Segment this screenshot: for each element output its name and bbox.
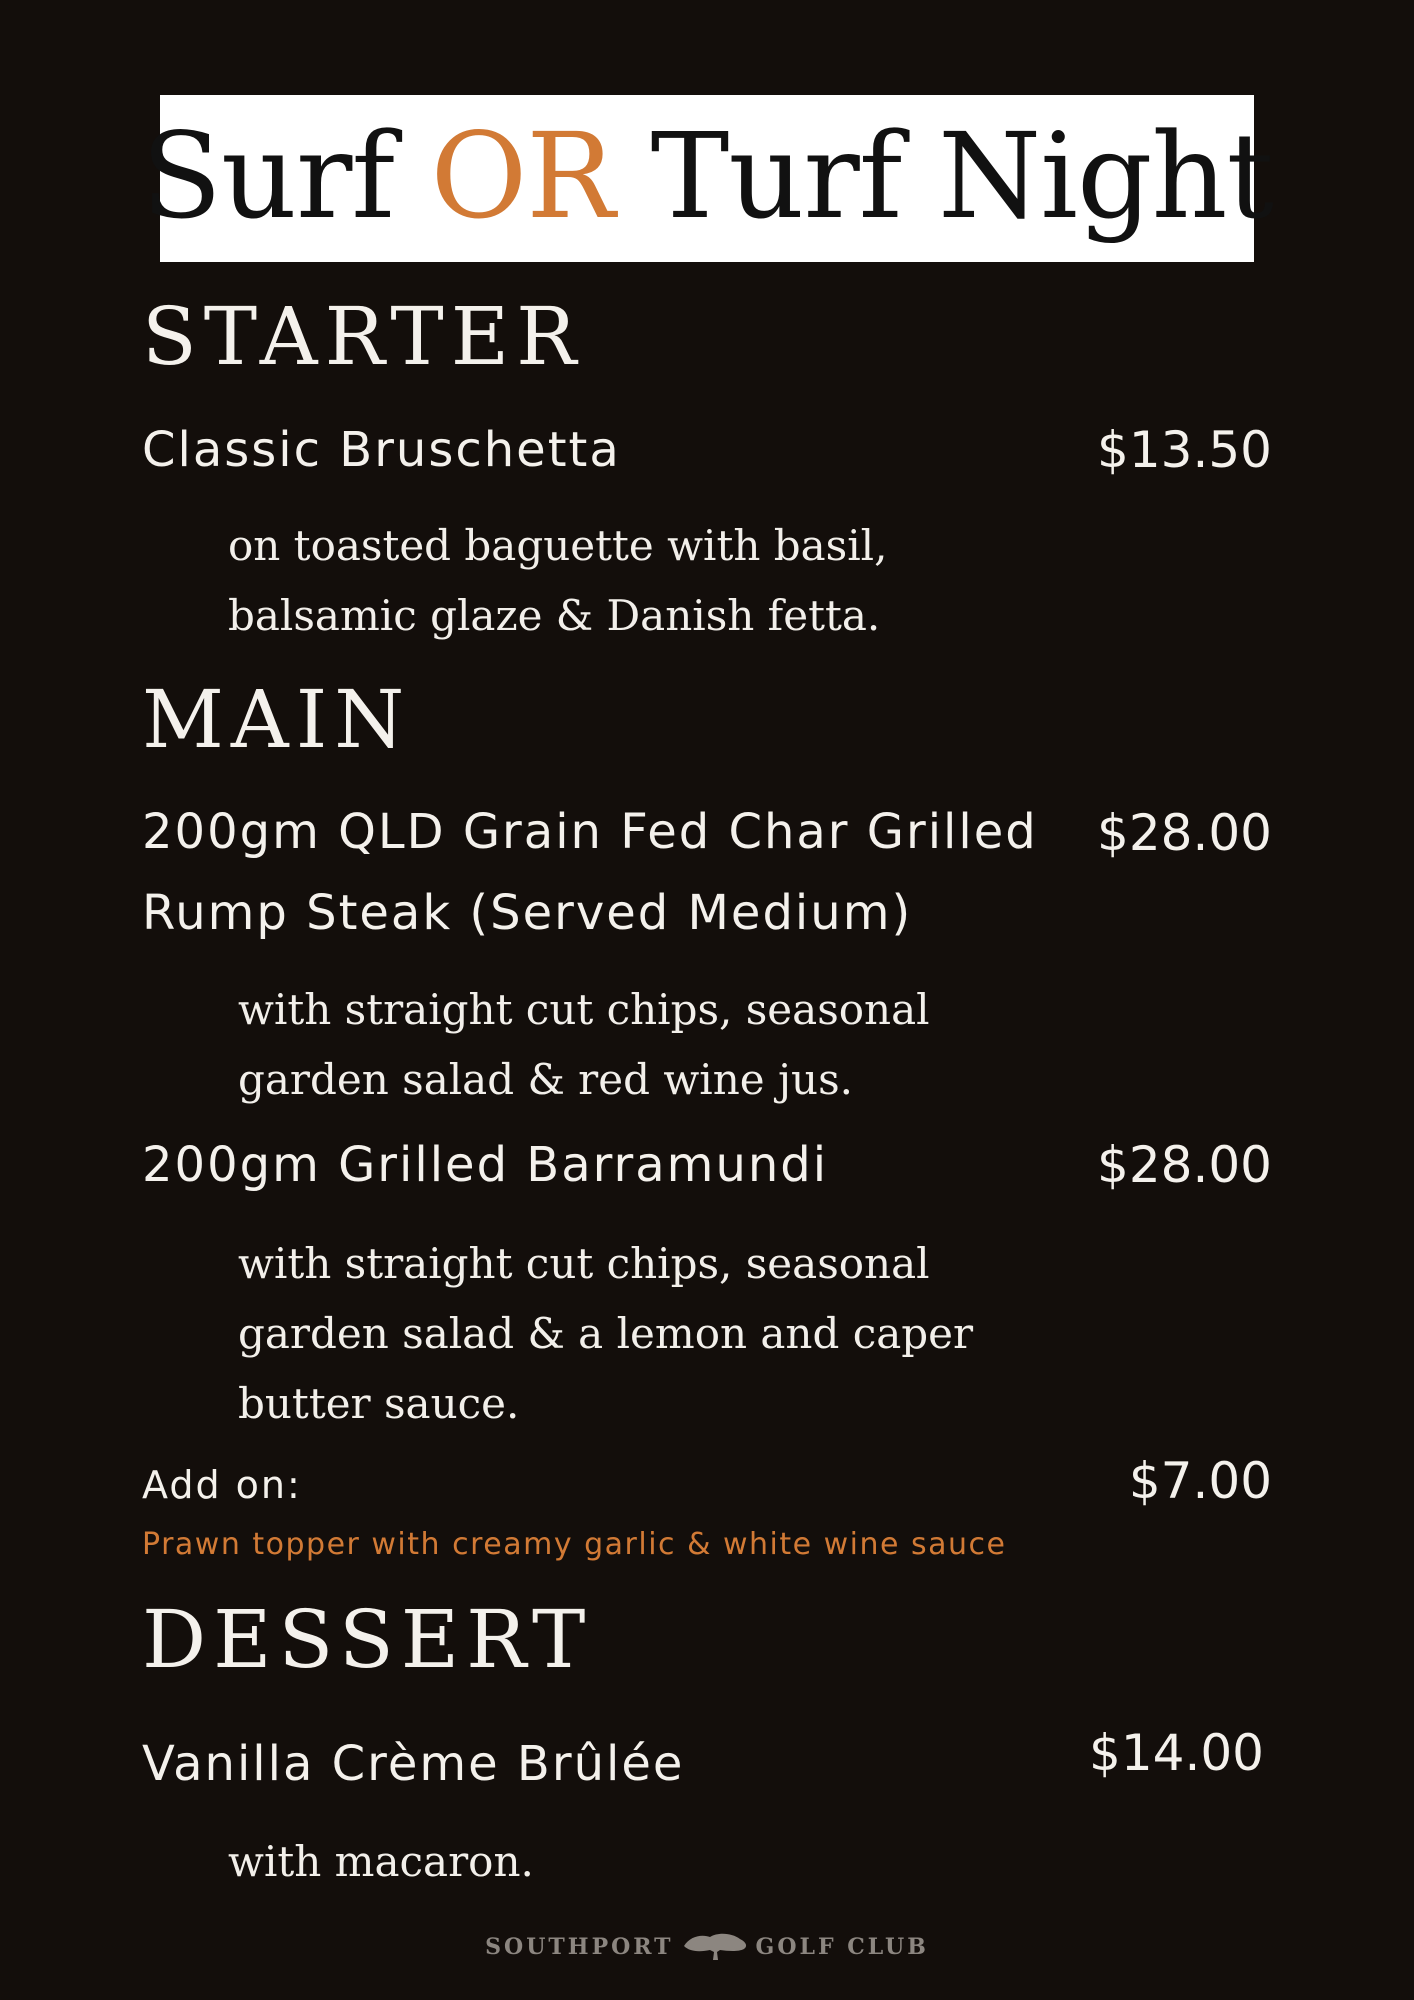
addon-description: Prawn topper with creamy garlic & white wine sauce bbox=[142, 1527, 1007, 1562]
menu-item-description bbox=[238, 1229, 973, 1439]
tree-icon bbox=[680, 1930, 750, 1964]
menu-item-description bbox=[228, 511, 887, 651]
menu-item-description bbox=[238, 975, 930, 1115]
description-line: garden salad & a lemon and caper bbox=[238, 1309, 974, 1358]
menu-item-description bbox=[228, 1827, 534, 1897]
page-title bbox=[141, 106, 1273, 245]
section-heading-starter: STARTER bbox=[142, 290, 584, 383]
description-line: butter sauce. bbox=[238, 1379, 520, 1428]
addon-price: $7.00 bbox=[1128, 1452, 1272, 1510]
description-line: on toasted baguette with basil, bbox=[228, 521, 888, 570]
menu-item-price: $13.50 bbox=[1097, 421, 1272, 479]
item-name-line: Rump Steak (Served Medium) bbox=[142, 885, 913, 941]
menu-item-name: Vanilla Crème Brûlée bbox=[142, 1736, 685, 1792]
item-name-line: 200gm QLD Grain Fed Char Grilled bbox=[142, 804, 1038, 860]
menu-item-price: $14.00 bbox=[1089, 1724, 1264, 1782]
title-banner bbox=[141, 95, 1273, 262]
description-line: balsamic glaze & Danish fetta. bbox=[228, 591, 881, 640]
menu-item-price: $28.00 bbox=[1097, 1136, 1272, 1194]
footer-brand-right: GOLF CLUB bbox=[755, 1934, 929, 1960]
menu-item-name: Classic Bruschetta bbox=[142, 422, 621, 478]
footer-brand-left: SOUTHPORT bbox=[485, 1934, 674, 1960]
description-line: garden salad & red wine jus. bbox=[238, 1055, 853, 1104]
title-surf: Surf bbox=[141, 106, 395, 245]
section-heading-main: MAIN bbox=[142, 673, 412, 766]
menu-item-price: $28.00 bbox=[1097, 804, 1272, 862]
menu-item-name bbox=[142, 792, 1038, 954]
addon-label: Add on: bbox=[142, 1463, 302, 1507]
title-turf-night: Turf Night bbox=[650, 106, 1273, 245]
title-or: OR bbox=[430, 106, 615, 245]
menu-item-name: 200gm Grilled Barramundi bbox=[142, 1137, 829, 1193]
description-line: with macaron. bbox=[228, 1837, 534, 1886]
description-line: with straight cut chips, seasonal bbox=[238, 985, 930, 1034]
description-line: with straight cut chips, seasonal bbox=[238, 1239, 930, 1288]
section-heading-dessert: DESSERT bbox=[142, 1593, 593, 1686]
footer-logo bbox=[0, 1930, 1414, 1964]
